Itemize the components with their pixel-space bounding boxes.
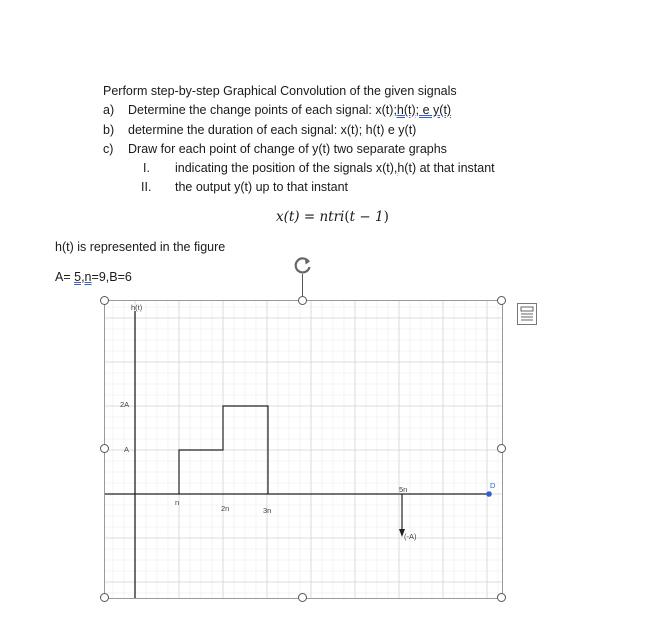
- item-a-text: Determine the change points of each signal: x(t);h(t); e y(t): [128, 103, 452, 117]
- rotate-icon[interactable]: [293, 255, 313, 275]
- resize-handle-bottom-right[interactable]: [497, 593, 506, 602]
- y-tick-a: A: [124, 445, 130, 454]
- resize-handle-middle-right[interactable]: [497, 444, 506, 453]
- signal-equation: x(t) = ntri(t − 1): [276, 209, 389, 225]
- resize-handle-top-right[interactable]: [497, 296, 506, 305]
- layout-options-icon[interactable]: [517, 303, 537, 325]
- parameters: A= 5,n=9,B=6: [55, 270, 132, 284]
- x-tick-2n: 2n: [221, 504, 230, 513]
- subitem-i-text: indicating the position of the signals x(t),h(t) at that instant: [175, 161, 495, 175]
- impulse-label: (-A): [404, 532, 417, 541]
- resize-handle-top-center[interactable]: [298, 296, 307, 305]
- subitem-ii-marker: II.: [141, 180, 152, 194]
- item-a-marker: a): [103, 103, 115, 117]
- x-tick-3n: 3n: [263, 506, 272, 515]
- y-tick-2a: 2A: [120, 400, 130, 409]
- instruction-heading: Perform step-by-step Graphical Convolution of the given signals: [103, 84, 457, 98]
- point-d-label: D: [490, 481, 496, 490]
- item-b-marker: b): [103, 123, 115, 137]
- resize-handle-bottom-left[interactable]: [100, 593, 109, 602]
- resize-handle-middle-left[interactable]: [100, 444, 109, 453]
- item-c-text: Draw for each point of change of y(t) two separate graphs: [128, 142, 447, 156]
- h-signal-graph: [105, 301, 502, 598]
- item-b-text: determine the duration of each signal: x(t); h(t) e y(t): [128, 123, 417, 137]
- y-axis-title: h(t): [131, 303, 143, 312]
- resize-handle-top-left[interactable]: [100, 296, 109, 305]
- figure-caption: h(t) is represented in the figure: [55, 240, 226, 254]
- resize-handle-bottom-center[interactable]: [298, 593, 307, 602]
- signal-figure[interactable]: [104, 300, 503, 599]
- point-d: [486, 491, 492, 497]
- x-tick-5n: 5n: [399, 485, 408, 494]
- subitem-i-marker: I.: [143, 161, 150, 175]
- subitem-ii-text: the output y(t) up to that instant: [175, 180, 349, 194]
- item-c-marker: c): [103, 142, 114, 156]
- x-tick-n: n: [175, 498, 180, 507]
